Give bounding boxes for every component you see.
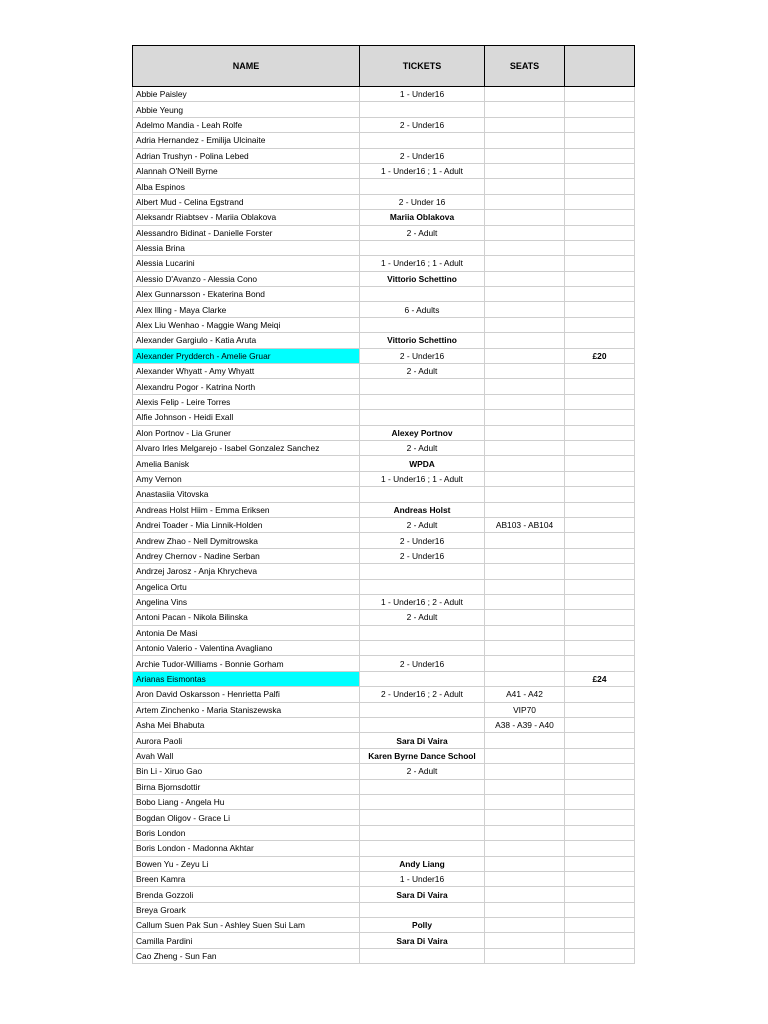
cell-seats (485, 594, 565, 609)
cell-tickets: 1 - Under16 ; 1 - Adult (360, 256, 485, 271)
cell-seats (485, 794, 565, 809)
cell-name: Bobo Liang - Angela Hu (133, 794, 360, 809)
cell-seats (485, 825, 565, 840)
cell-seats (485, 733, 565, 748)
cell-seats (485, 810, 565, 825)
cell-seats: VIP70 (485, 702, 565, 717)
table-row (133, 656, 635, 671)
cell-tickets: 2 - Adult (360, 517, 485, 532)
cell-tickets (360, 379, 485, 394)
cell-tickets (360, 625, 485, 640)
cell-seats (485, 240, 565, 255)
cell-seats (485, 379, 565, 394)
table-row (133, 794, 635, 809)
cell-tickets (360, 948, 485, 963)
sheet-header (133, 46, 635, 87)
cell-name: Alvaro Irles Melgarejo - Isabel Gonzalez Sanchez (133, 440, 360, 455)
cell-name: Alon Portnov - Lia Gruner (133, 425, 360, 440)
table-row (133, 718, 635, 733)
cell-tickets (360, 564, 485, 579)
cell-amount: £20 (565, 348, 635, 363)
cell-name: Avah Wall (133, 748, 360, 763)
table-row (133, 594, 635, 609)
cell-tickets (360, 702, 485, 717)
cell-name: Andrey Chernov - Nadine Serban (133, 548, 360, 563)
table-row (133, 148, 635, 163)
cell-tickets (360, 641, 485, 656)
table-row (133, 133, 635, 148)
cell-name: Aron David Oskarsson - Henrietta Palfi (133, 687, 360, 702)
cell-name: Bogdan Oligov - Grace Li (133, 810, 360, 825)
cell-amount (565, 410, 635, 425)
cell-amount (565, 856, 635, 871)
table-row (133, 671, 635, 686)
cell-tickets (360, 102, 485, 117)
cell-name: Anastasiia Vitovska (133, 487, 360, 502)
cell-name: Andrzej Jarosz - Anja Khrycheva (133, 564, 360, 579)
cell-name: Antonio Valerio - Valentina Avagliano (133, 641, 360, 656)
cell-name: Andreas Holst Hiim - Emma Eriksen (133, 502, 360, 517)
cell-seats (485, 102, 565, 117)
table-row (133, 194, 635, 209)
cell-amount (565, 902, 635, 917)
cell-seats (485, 579, 565, 594)
table-row (133, 333, 635, 348)
cell-tickets: 6 - Adults (360, 302, 485, 317)
table-row (133, 764, 635, 779)
cell-name: Bin Li - Xiruo Gao (133, 764, 360, 779)
cell-amount (565, 594, 635, 609)
table-row (133, 702, 635, 717)
cell-name: Camilla Pardini (133, 933, 360, 948)
cell-seats (485, 410, 565, 425)
cell-tickets (360, 317, 485, 332)
table-row (133, 810, 635, 825)
cell-seats (485, 225, 565, 240)
cell-tickets: Sara Di Vaira (360, 733, 485, 748)
cell-tickets: Alexey Portnov (360, 425, 485, 440)
cell-name: Alannah O'Neill Byrne (133, 163, 360, 178)
cell-amount (565, 287, 635, 302)
table-row (133, 410, 635, 425)
cell-name: Antoni Pacan - Nikola Bilinska (133, 610, 360, 625)
table-row (133, 364, 635, 379)
cell-tickets: 1 - Under16 (360, 871, 485, 886)
cell-name: Alexandru Pogor - Katrina North (133, 379, 360, 394)
cell-name: Cao Zheng - Sun Fan (133, 948, 360, 963)
cell-seats (485, 456, 565, 471)
cell-tickets: 2 - Under16 (360, 117, 485, 132)
cell-amount (565, 517, 635, 532)
cell-amount (565, 579, 635, 594)
cell-seats (485, 933, 565, 948)
cell-amount (565, 394, 635, 409)
cell-seats (485, 548, 565, 563)
cell-tickets: 2 - Under16 (360, 348, 485, 363)
cell-amount (565, 240, 635, 255)
cell-amount (565, 810, 635, 825)
cell-seats: AB103 - AB104 (485, 517, 565, 532)
cell-name: Andrei Toader - Mia Linnik-Holden (133, 517, 360, 532)
table-row (133, 948, 635, 963)
table-row (133, 841, 635, 856)
cell-seats (485, 287, 565, 302)
cell-name: Aleksandr Riabtsev - Mariia Oblakova (133, 210, 360, 225)
table-row (133, 625, 635, 640)
cell-seats (485, 271, 565, 286)
cell-seats: A38 - A39 - A40 (485, 718, 565, 733)
cell-tickets: Sara Di Vaira (360, 933, 485, 948)
cell-amount (565, 256, 635, 271)
cell-name: Amy Vernon (133, 471, 360, 486)
cell-tickets (360, 841, 485, 856)
cell-amount (565, 702, 635, 717)
cell-amount (565, 610, 635, 625)
cell-tickets: 2 - Adult (360, 610, 485, 625)
cell-seats (485, 256, 565, 271)
cell-seats (485, 887, 565, 902)
table-row (133, 856, 635, 871)
cell-amount (565, 918, 635, 933)
cell-seats (485, 487, 565, 502)
cell-name: Birna Bjornsdottir (133, 779, 360, 794)
table-row (133, 425, 635, 440)
col-header-amount (565, 46, 635, 87)
cell-seats (485, 440, 565, 455)
cell-seats (485, 779, 565, 794)
table-row (133, 579, 635, 594)
table-row (133, 394, 635, 409)
cell-tickets (360, 671, 485, 686)
table-row (133, 379, 635, 394)
cell-name: Aurora Paoli (133, 733, 360, 748)
cell-name: Abbie Yeung (133, 102, 360, 117)
table-row (133, 779, 635, 794)
header-row (133, 46, 635, 87)
table-row (133, 271, 635, 286)
cell-amount (565, 933, 635, 948)
table-row (133, 179, 635, 194)
cell-amount (565, 471, 635, 486)
cell-seats (485, 564, 565, 579)
cell-amount (565, 194, 635, 209)
cell-amount (565, 117, 635, 132)
table-row (133, 548, 635, 563)
cell-seats (485, 148, 565, 163)
cell-name: Albert Mud - Celina Egstrand (133, 194, 360, 209)
cell-tickets: Andreas Holst (360, 502, 485, 517)
table-row (133, 210, 635, 225)
cell-tickets: 2 - Adult (360, 764, 485, 779)
cell-amount (565, 656, 635, 671)
cell-seats (485, 902, 565, 917)
table-row (133, 240, 635, 255)
table-row (133, 471, 635, 486)
cell-tickets: 2 - Under16 (360, 533, 485, 548)
cell-name: Alessio D'Avanzo - Alessia Cono (133, 271, 360, 286)
cell-seats (485, 194, 565, 209)
cell-amount (565, 102, 635, 117)
cell-name: Alexis Felip - Leire Torres (133, 394, 360, 409)
cell-tickets (360, 133, 485, 148)
cell-name: Artem Zinchenko - Maria Staniszewska (133, 702, 360, 717)
cell-tickets (360, 779, 485, 794)
cell-amount (565, 887, 635, 902)
cell-name: Alex Gunnarsson - Ekaterina Bond (133, 287, 360, 302)
cell-seats (485, 671, 565, 686)
cell-name: Boris London - Madonna Akhtar (133, 841, 360, 856)
cell-seats (485, 841, 565, 856)
cell-seats (485, 533, 565, 548)
cell-name: Amelia Banisk (133, 456, 360, 471)
cell-amount (565, 302, 635, 317)
cell-amount (565, 548, 635, 563)
cell-amount (565, 425, 635, 440)
cell-amount (565, 87, 635, 102)
cell-name: Alexander Prydderch - Amelie Gruar (133, 348, 360, 363)
cell-seats (485, 871, 565, 886)
sheet-body (133, 87, 635, 964)
cell-tickets: Mariia Oblakova (360, 210, 485, 225)
cell-seats (485, 87, 565, 102)
cell-seats (485, 210, 565, 225)
cell-seats (485, 394, 565, 409)
table-row (133, 487, 635, 502)
cell-seats (485, 610, 565, 625)
cell-amount (565, 533, 635, 548)
cell-seats (485, 117, 565, 132)
table-row (133, 456, 635, 471)
cell-name: Archie Tudor-Williams - Bonnie Gorham (133, 656, 360, 671)
cell-amount (565, 502, 635, 517)
table-row (133, 502, 635, 517)
col-header-name: NAME (133, 46, 360, 87)
cell-seats (485, 948, 565, 963)
table-row (133, 733, 635, 748)
table-row (133, 887, 635, 902)
cell-tickets: 2 - Adult (360, 364, 485, 379)
table-row (133, 641, 635, 656)
cell-amount (565, 456, 635, 471)
cell-name: Alba Espinos (133, 179, 360, 194)
table-row (133, 287, 635, 302)
table-row (133, 933, 635, 948)
cell-name: Alex Liu Wenhao - Maggie Wang Meiqi (133, 317, 360, 332)
cell-name: Alexander Whyatt - Amy Whyatt (133, 364, 360, 379)
cell-name: Breya Groark (133, 902, 360, 917)
table-row (133, 610, 635, 625)
cell-tickets (360, 902, 485, 917)
cell-tickets (360, 825, 485, 840)
cell-seats (485, 348, 565, 363)
cell-name: Arianas Eismontas (133, 671, 360, 686)
cell-tickets (360, 579, 485, 594)
cell-seats (485, 856, 565, 871)
cell-amount (565, 317, 635, 332)
cell-name: Adelmo Mandia - Leah Rolfe (133, 117, 360, 132)
table-row (133, 102, 635, 117)
cell-name: Alfie Johnson - Heidi Exall (133, 410, 360, 425)
cell-tickets (360, 718, 485, 733)
cell-tickets (360, 394, 485, 409)
cell-amount (565, 333, 635, 348)
col-header-seats: SEATS (485, 46, 565, 87)
table-row (133, 87, 635, 102)
cell-amount (565, 225, 635, 240)
cell-seats (485, 133, 565, 148)
cell-name: Bowen Yu - Zeyu Li (133, 856, 360, 871)
table-row (133, 256, 635, 271)
cell-amount (565, 148, 635, 163)
table-row (133, 317, 635, 332)
cell-seats (485, 471, 565, 486)
cell-tickets (360, 410, 485, 425)
cell-tickets (360, 240, 485, 255)
table-row (133, 302, 635, 317)
cell-tickets: Sara Di Vaira (360, 887, 485, 902)
cell-amount (565, 718, 635, 733)
cell-amount (565, 133, 635, 148)
cell-amount (565, 440, 635, 455)
cell-tickets: 1 - Under16 ; 2 - Adult (360, 594, 485, 609)
table-row (133, 871, 635, 886)
cell-name: Alessandro Bidinat - Danielle Forster (133, 225, 360, 240)
cell-seats (485, 302, 565, 317)
cell-tickets: 1 - Under16 ; 1 - Adult (360, 471, 485, 486)
cell-tickets: 2 - Under16 (360, 656, 485, 671)
cell-name: Alexander Gargiulo - Katia Aruta (133, 333, 360, 348)
cell-amount (565, 687, 635, 702)
table-row (133, 918, 635, 933)
cell-seats (485, 748, 565, 763)
cell-seats (485, 641, 565, 656)
cell-tickets (360, 287, 485, 302)
cell-amount (565, 625, 635, 640)
cell-amount (565, 764, 635, 779)
cell-tickets: 2 - Under 16 (360, 194, 485, 209)
cell-amount: £24 (565, 671, 635, 686)
cell-seats (485, 163, 565, 178)
cell-tickets: 2 - Adult (360, 440, 485, 455)
cell-tickets (360, 179, 485, 194)
cell-tickets: 2 - Under16 ; 2 - Adult (360, 687, 485, 702)
table-row (133, 225, 635, 240)
cell-amount (565, 733, 635, 748)
cell-name: Boris London (133, 825, 360, 840)
cell-seats (485, 179, 565, 194)
table-row (133, 748, 635, 763)
cell-name: Andrew Zhao - Nell Dymitrowska (133, 533, 360, 548)
cell-seats (485, 333, 565, 348)
table-row (133, 825, 635, 840)
cell-amount (565, 841, 635, 856)
cell-tickets: 2 - Under16 (360, 548, 485, 563)
table-row (133, 440, 635, 455)
cell-name: Adrian Trushyn - Polina Lebed (133, 148, 360, 163)
cell-seats (485, 317, 565, 332)
cell-name: Alex Illing - Maya Clarke (133, 302, 360, 317)
cell-name: Abbie Paisley (133, 87, 360, 102)
cell-amount (565, 794, 635, 809)
table-row (133, 564, 635, 579)
cell-tickets: 2 - Adult (360, 225, 485, 240)
cell-tickets (360, 794, 485, 809)
ticket-sheet (132, 45, 635, 964)
cell-tickets: Karen Byrne Dance School (360, 748, 485, 763)
cell-name: Breen Kamra (133, 871, 360, 886)
cell-seats (485, 502, 565, 517)
cell-amount (565, 179, 635, 194)
cell-amount (565, 564, 635, 579)
cell-amount (565, 948, 635, 963)
cell-seats (485, 364, 565, 379)
cell-tickets: Polly (360, 918, 485, 933)
cell-name: Alessia Lucarini (133, 256, 360, 271)
cell-seats (485, 764, 565, 779)
cell-amount (565, 871, 635, 886)
cell-tickets: WPDA (360, 456, 485, 471)
cell-tickets: Andy Liang (360, 856, 485, 871)
cell-tickets: Vittorio Schettino (360, 271, 485, 286)
cell-name: Asha Mei Bhabuta (133, 718, 360, 733)
cell-amount (565, 641, 635, 656)
table-row (133, 117, 635, 132)
cell-tickets: 1 - Under16 (360, 87, 485, 102)
cell-amount (565, 379, 635, 394)
cell-name: Antonia De Masi (133, 625, 360, 640)
cell-seats (485, 656, 565, 671)
table-row (133, 163, 635, 178)
cell-tickets (360, 810, 485, 825)
cell-tickets: 2 - Under16 (360, 148, 485, 163)
cell-tickets: Vittorio Schettino (360, 333, 485, 348)
cell-name: Angelica Ortu (133, 579, 360, 594)
table-row (133, 533, 635, 548)
table-row (133, 517, 635, 532)
cell-amount (565, 364, 635, 379)
cell-amount (565, 210, 635, 225)
cell-amount (565, 271, 635, 286)
cell-tickets (360, 487, 485, 502)
cell-name: Callum Suen Pak Sun - Ashley Suen Sui Lam (133, 918, 360, 933)
cell-seats (485, 918, 565, 933)
table-row (133, 348, 635, 363)
cell-amount (565, 825, 635, 840)
table-row (133, 687, 635, 702)
cell-seats (485, 425, 565, 440)
cell-amount (565, 748, 635, 763)
cell-name: Adria Hernandez - Emilija Ulcinaite (133, 133, 360, 148)
cell-seats: A41 - A42 (485, 687, 565, 702)
cell-name: Angelina Vins (133, 594, 360, 609)
cell-amount (565, 163, 635, 178)
cell-amount (565, 779, 635, 794)
col-header-tickets: TICKETS (360, 46, 485, 87)
cell-name: Alessia Brina (133, 240, 360, 255)
cell-seats (485, 625, 565, 640)
table-row (133, 902, 635, 917)
cell-amount (565, 487, 635, 502)
cell-tickets: 1 - Under16 ; 1 - Adult (360, 163, 485, 178)
cell-name: Brenda Gozzoli (133, 887, 360, 902)
